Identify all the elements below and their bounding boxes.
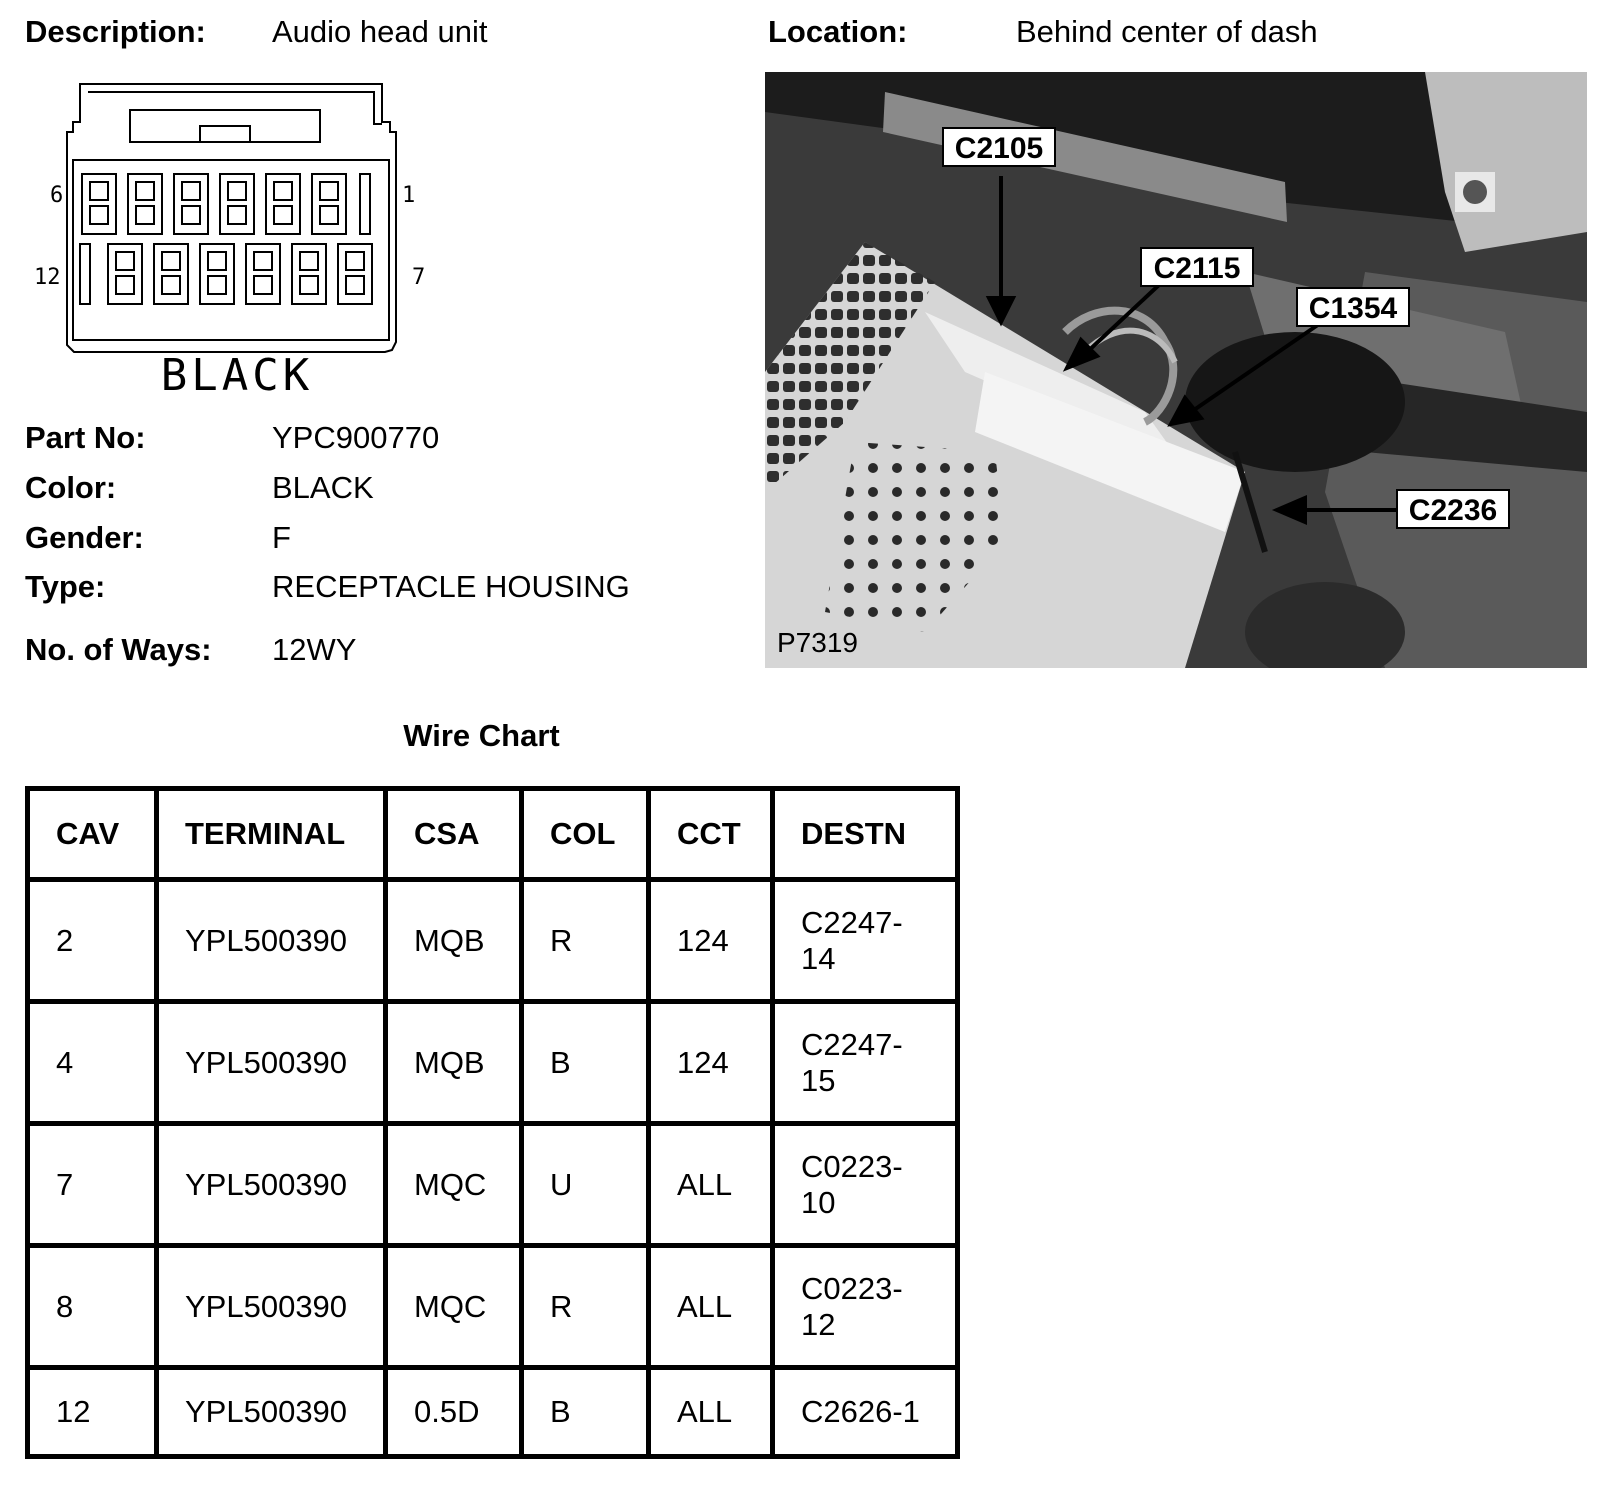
- cell-cct: ALL: [649, 1124, 773, 1246]
- cell-terminal: YPL500390: [157, 1124, 386, 1246]
- destn-line-1: C0223-: [801, 1270, 903, 1306]
- part-no-value: YPC900770: [272, 420, 440, 455]
- cell-csa: MQC: [386, 1246, 522, 1368]
- destn-line-2: 14: [801, 940, 836, 976]
- col-header-cct: CCT: [649, 789, 773, 880]
- cavity-top-4-lower: [182, 206, 200, 224]
- col-header-cav: CAV: [28, 789, 157, 880]
- pin-label-6: 6: [50, 183, 64, 208]
- photo-code: P7319: [777, 627, 858, 658]
- connector-face-diagram: [20, 70, 440, 400]
- table-row: [28, 1246, 958, 1368]
- cavity-bottom-9-upper: [254, 252, 272, 270]
- cell-terminal: YPL500390: [157, 1368, 386, 1457]
- table-row: [28, 1002, 958, 1124]
- destn-line-2: 15: [801, 1062, 836, 1098]
- cell-cct: ALL: [649, 1246, 773, 1368]
- cavity-top-1-upper: [320, 182, 338, 200]
- cavity-bottom-8-lower: [300, 276, 318, 294]
- cell-terminal: YPL500390: [157, 880, 386, 1002]
- cavity-top-5-upper: [136, 182, 154, 200]
- cavity-bottom-12-lower: [116, 276, 134, 294]
- wire-chart-title: Wire Chart: [403, 718, 560, 753]
- cell-terminal: YPL500390: [157, 1002, 386, 1124]
- cavity-top-6-lower: [90, 206, 108, 224]
- cell-cav: 7: [28, 1124, 157, 1246]
- table-row: [28, 1124, 958, 1246]
- location-label: Location:: [768, 14, 908, 49]
- cell-cav: 8: [28, 1246, 157, 1368]
- cavity-top-6-upper: [90, 182, 108, 200]
- cell-col: B: [522, 1002, 649, 1124]
- cell-col: B: [522, 1368, 649, 1457]
- cavity-bottom-11-upper: [162, 252, 180, 270]
- cell-col: R: [522, 880, 649, 1002]
- cell-destn: [773, 880, 958, 1002]
- cell-cav: 2: [28, 880, 157, 1002]
- callout-c2105: C2105: [954, 132, 1044, 165]
- cell-destn: [773, 1368, 958, 1457]
- table-row: [28, 1368, 958, 1457]
- wire-chart-table: [25, 786, 960, 1459]
- cell-cav: 12: [28, 1368, 157, 1457]
- destn-line-1: C2247-: [801, 1026, 903, 1062]
- connector-color-label: BLACK: [160, 350, 314, 400]
- location-photo: [765, 72, 1587, 668]
- col-header-terminal: TERMINAL: [157, 789, 386, 880]
- cell-destn: [773, 1124, 958, 1246]
- table-row: [28, 880, 958, 1002]
- destn-line-1: C2626-1: [801, 1394, 920, 1429]
- no-of-ways-label: No. of Ways:: [25, 632, 212, 667]
- cell-cct: 124: [649, 1002, 773, 1124]
- cell-csa: 0.5D: [386, 1368, 522, 1457]
- cavity-bottom-7-lower: [346, 276, 364, 294]
- col-header-destn: DESTN: [773, 789, 958, 880]
- cell-terminal: YPL500390: [157, 1246, 386, 1368]
- type-label: Type:: [25, 569, 106, 604]
- cavity-bottom-10-upper: [208, 252, 226, 270]
- cavity-bottom-12-upper: [116, 252, 134, 270]
- cell-destn: [773, 1246, 958, 1368]
- location-value: Behind center of dash: [1016, 14, 1318, 49]
- callout-c2115: C2115: [1153, 252, 1241, 285]
- callout-c2236: C2236: [1408, 494, 1498, 527]
- cell-col: R: [522, 1246, 649, 1368]
- cavity-top-3-upper: [228, 182, 246, 200]
- cell-csa: MQC: [386, 1124, 522, 1246]
- col-header-csa: CSA: [386, 789, 522, 880]
- gender-value: F: [272, 520, 291, 555]
- destn-line-1: C0223-: [801, 1148, 903, 1184]
- cell-destn: [773, 1002, 958, 1124]
- cavity-bottom-11-lower: [162, 276, 180, 294]
- part-no-label: Part No:: [25, 420, 146, 455]
- cavity-top-1-lower: [320, 206, 338, 224]
- cavity-bottom-7-upper: [346, 252, 364, 270]
- cavity-top-2-upper: [274, 182, 292, 200]
- description-label: Description:: [25, 14, 206, 49]
- pin-label-12: 12: [34, 265, 61, 290]
- no-of-ways-value: 12WY: [272, 632, 357, 667]
- type-value: RECEPTACLE HOUSING: [272, 569, 630, 604]
- col-header-col: COL: [522, 789, 649, 880]
- cavity-bottom-10-lower: [208, 276, 226, 294]
- description-value: Audio head unit: [272, 14, 488, 49]
- gender-label: Gender:: [25, 520, 144, 555]
- cavity-top-2-lower: [274, 206, 292, 224]
- color-label: Color:: [25, 470, 117, 505]
- cavity-top-3-lower: [228, 206, 246, 224]
- cavity-top-5-lower: [136, 206, 154, 224]
- pin-label-7: 7: [412, 265, 426, 290]
- cell-csa: MQB: [386, 1002, 522, 1124]
- color-value: BLACK: [272, 470, 374, 505]
- cell-col: U: [522, 1124, 649, 1246]
- callout-c1354: C1354: [1308, 292, 1398, 325]
- pin-label-1: 1: [402, 183, 416, 208]
- cell-cav: 4: [28, 1002, 157, 1124]
- cell-cct: ALL: [649, 1368, 773, 1457]
- cavity-bottom-9-lower: [254, 276, 272, 294]
- table-header-row: [28, 789, 958, 880]
- destn-line-2: 12: [801, 1306, 836, 1342]
- cavity-bottom-8-upper: [300, 252, 318, 270]
- destn-line-2: 10: [801, 1184, 836, 1220]
- destn-line-1: C2247-: [801, 904, 903, 940]
- cell-csa: MQB: [386, 880, 522, 1002]
- cavity-top-4-upper: [182, 182, 200, 200]
- cell-cct: 124: [649, 880, 773, 1002]
